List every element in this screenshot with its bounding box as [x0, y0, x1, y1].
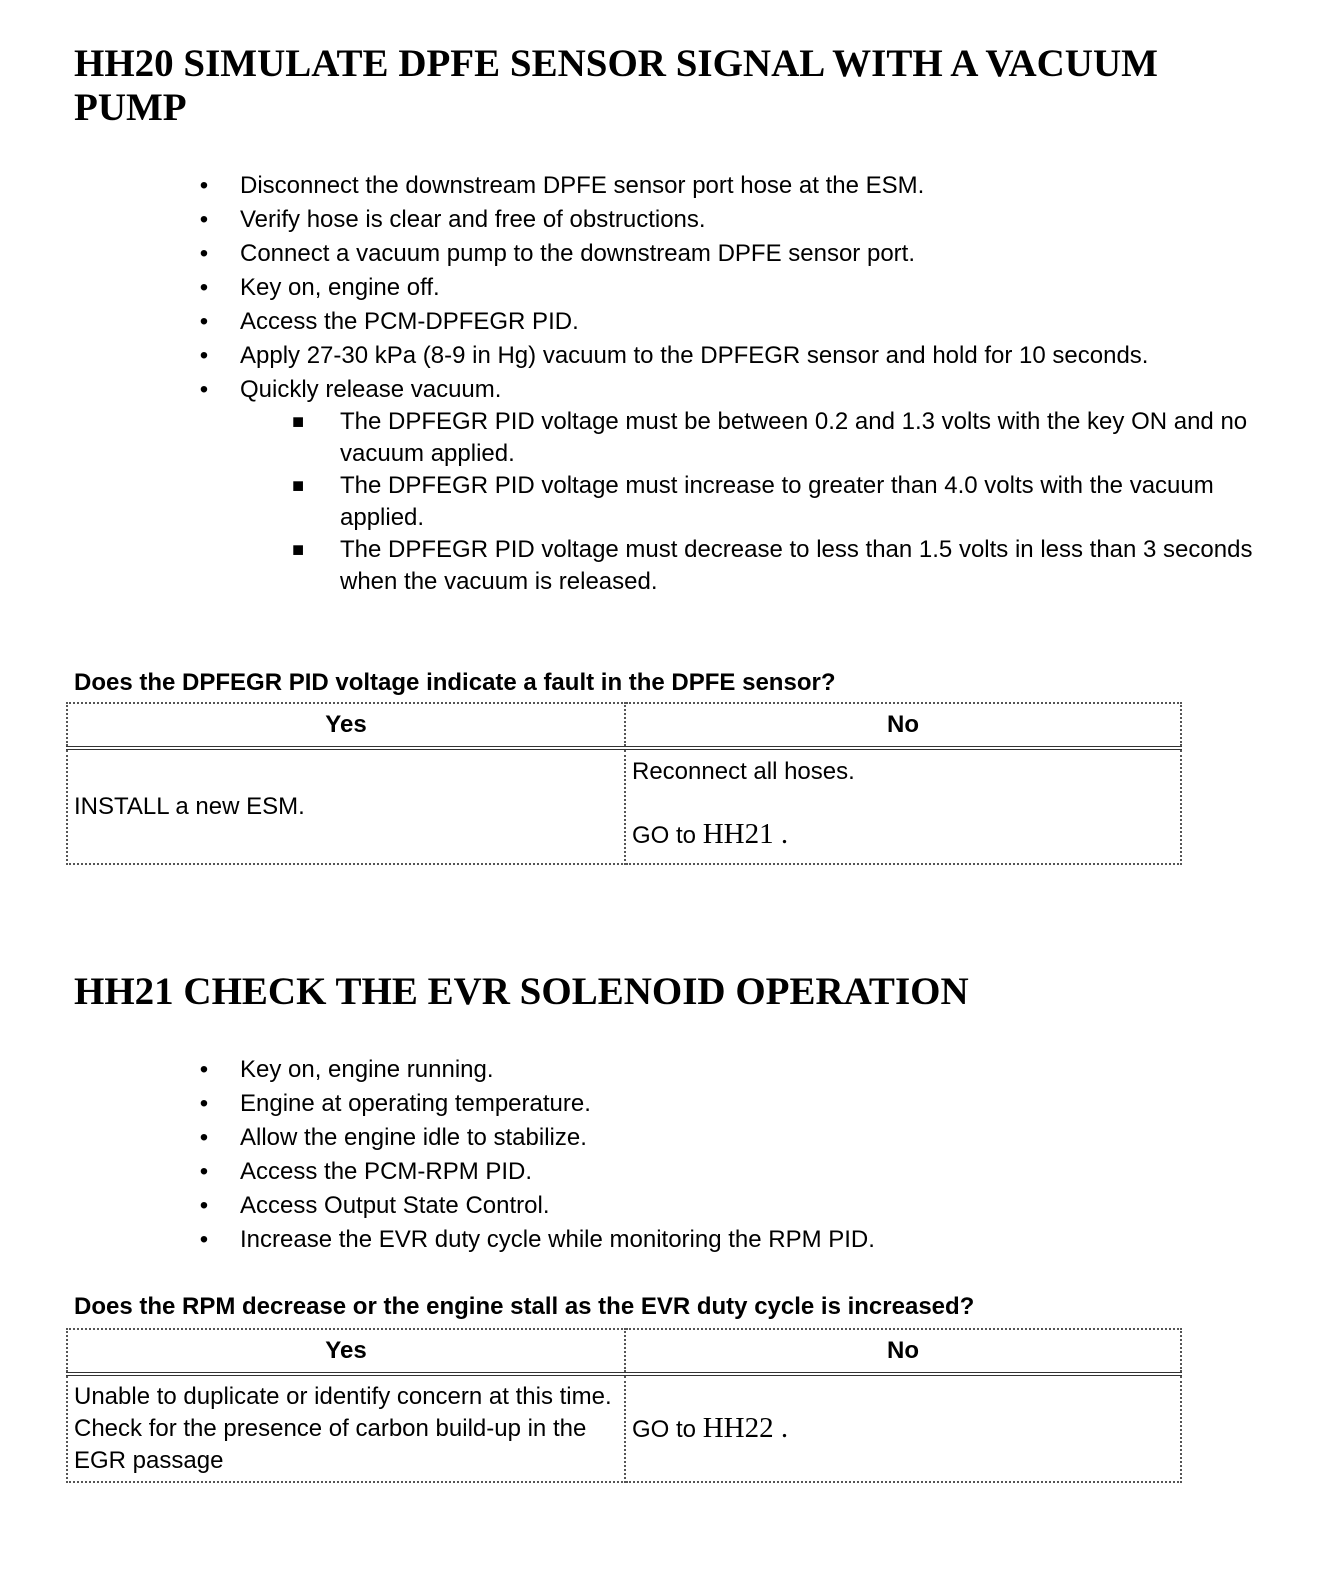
list-item: • Connect a vacuum pump to the downstream DPFE sensor port.: [0, 238, 1260, 270]
list-item: • Increase the EVR duty cycle while monitoring the RPM PID.: [0, 1224, 1260, 1256]
no-header: No: [625, 1329, 1181, 1374]
bullet-icon: •: [199, 308, 209, 335]
bullet-icon: •: [199, 1192, 209, 1219]
yes-header: Yes: [67, 703, 625, 748]
list-item: • Access the PCM-DPFEGR PID.: [0, 306, 1260, 338]
square-bullet-icon: ■: [292, 539, 305, 561]
bullet-icon: •: [199, 1226, 209, 1253]
square-bullet-icon: ■: [292, 411, 305, 433]
question-hh20: Does the DPFEGR PID voltage indicate a fault in the DPFE sensor?: [74, 669, 836, 696]
no-cell: [625, 1374, 1181, 1482]
bullet-icon: •: [199, 274, 209, 301]
list-item: • Access the PCM-RPM PID.: [0, 1156, 1260, 1188]
bullet-icon: •: [199, 342, 209, 369]
goto-line: GO to HH21 .: [632, 818, 789, 850]
step-list-hh21: [0, 1054, 1260, 1258]
decision-table-hh20: [66, 702, 1182, 865]
bullet-icon: •: [199, 1158, 209, 1185]
yes-header: Yes: [67, 1329, 625, 1374]
list-item: • Engine at operating temperature.: [0, 1088, 1260, 1120]
sub-step-list: [0, 406, 1253, 598]
bullet-icon: •: [199, 240, 209, 267]
question-hh21: Does the RPM decrease or the engine stall as the EVR duty cycle is increased?: [74, 1293, 975, 1320]
square-bullet-icon: ■: [292, 475, 305, 497]
bullet-icon: •: [199, 376, 209, 403]
list-item: • Access Output State Control.: [0, 1190, 1260, 1222]
table-header-row: [67, 1329, 1181, 1374]
bullet-icon: •: [199, 1056, 209, 1083]
list-item: • Apply 27-30 kPa (8-9 in Hg) vacuum to the DPFEGR sensor and hold for 10 seconds.: [0, 340, 1260, 372]
bullet-icon: •: [199, 206, 209, 233]
title-line-2: PUMP: [74, 86, 187, 129]
title-line-1: HH20 SIMULATE DPFE SENSOR SIGNAL WITH A VACUUM: [74, 42, 1158, 85]
step-list-hh20: [0, 170, 1260, 600]
yes-cell: Unable to duplicate or identify concern at this time. Check for the presence of carbon build-up in the EGR passage: [67, 1374, 625, 1482]
list-item: • Key on, engine off.: [0, 272, 1260, 304]
table-row: [67, 748, 1181, 864]
list-item: • Disconnect the downstream DPFE sensor port hose at the ESM.: [0, 170, 1260, 202]
yes-cell: INSTALL a new ESM.: [67, 748, 625, 864]
section-title-hh21: HH21 CHECK THE EVR SOLENOID OPERATION: [74, 970, 969, 1013]
no-cell-text: Reconnect all hoses.: [632, 758, 855, 785]
list-item: • Quickly release vacuum. ■ The DPFEGR PID voltage must be between 0.2 and 1.3 volts with the key ON and no vacuum applied. ■ The DPFEGR PID voltage must increase to greater than 4.0 volts with the vacuum applied. ■ The DPFEGR PID voltage must decrease to less than 1.5 volts in less than 3 seconds when the vacuum is released.: [0, 374, 1260, 598]
bullet-icon: •: [199, 172, 209, 199]
bullet-icon: •: [199, 1124, 209, 1151]
decision-table-hh21: [66, 1328, 1182, 1483]
no-cell: [625, 748, 1181, 864]
sub-list-item: ■ The DPFEGR PID voltage must decrease to less than 1.5 volts in less than 3 seconds when the vacuum is released.: [292, 536, 1253, 595]
list-item: • Verify hose is clear and free of obstructions.: [0, 204, 1260, 236]
list-item: • Key on, engine running.: [0, 1054, 1260, 1086]
goto-link-hh22[interactable]: HH22: [702, 1411, 774, 1444]
goto-line: GO to HH22 .: [632, 1411, 789, 1444]
sub-list-item: ■ The DPFEGR PID voltage must be between 0.2 and 1.3 volts with the key ON and no vacuum applied.: [292, 408, 1248, 467]
goto-link-hh21[interactable]: HH21: [702, 818, 774, 850]
no-header: No: [625, 703, 1181, 748]
list-item: • Allow the engine idle to stabilize.: [0, 1122, 1260, 1154]
bullet-icon: •: [199, 1090, 209, 1117]
table-row: [67, 1374, 1181, 1482]
table-header-row: [67, 703, 1181, 748]
section-title-hh20: [74, 42, 1254, 130]
sub-list-item: ■ The DPFEGR PID voltage must increase to greater than 4.0 volts with the vacuum applied.: [292, 472, 1214, 531]
